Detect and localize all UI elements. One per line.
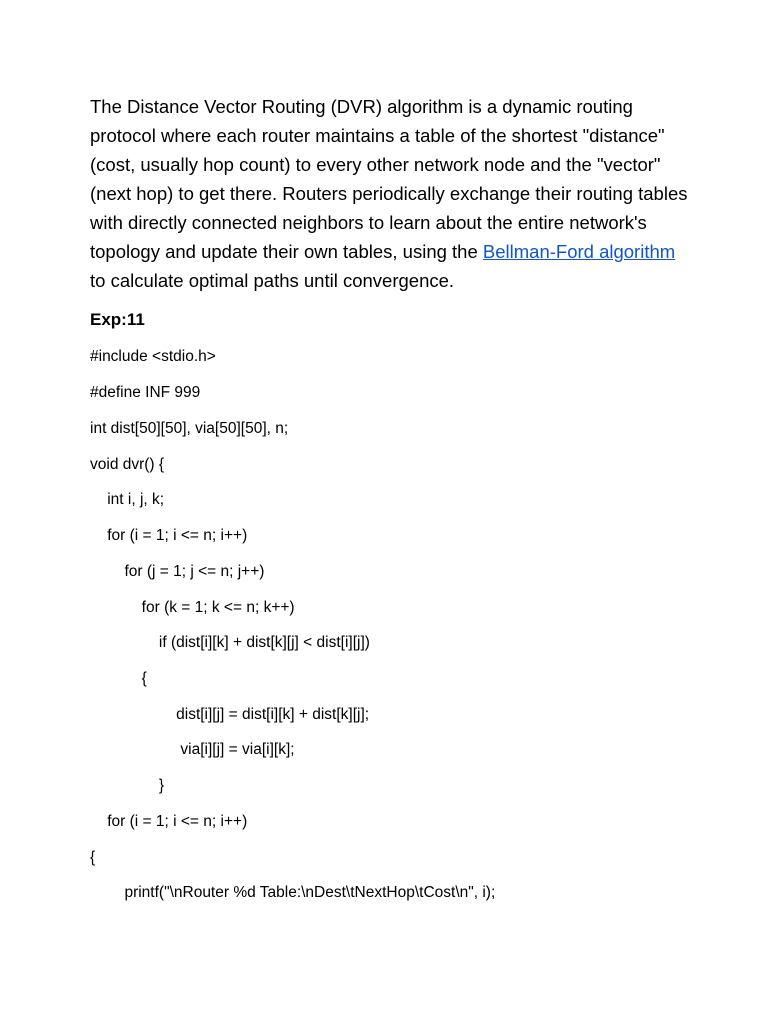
- bellman-ford-link[interactable]: Bellman-Ford algorithm: [482, 241, 676, 262]
- document-page: [90, 92, 690, 901]
- intro-text-before-link: The Distance Vector Routing (DVR) algorithm is a dynamic routing protocol where each router maintains a table of the shortest "distance" (cost, usually hop count) to every other network node and the "vector" (next hop) to get there. Routers periodically exchange their routing tables with directly connected neighbors to learn about the entire network's topology and update their own tables, using the: [90, 96, 688, 262]
- code-line: for (j = 1; j <= n; j++): [90, 563, 265, 580]
- code-line: void dvr() {: [90, 456, 165, 473]
- code-line: #define INF 999: [90, 384, 201, 401]
- code-line: int dist[50][50], via[50][50], n;: [90, 420, 289, 437]
- code-line: for (i = 1; i <= n; i++): [90, 527, 248, 544]
- code-line: dist[i][j] = dist[i][k] + dist[k][j];: [90, 706, 370, 723]
- code-line: {: [90, 849, 96, 866]
- code-line: if (dist[i][k] + dist[k][j] < dist[i][j]): [90, 634, 370, 651]
- code-line: }: [90, 777, 165, 794]
- code-line: for (k = 1; k <= n; k++): [90, 599, 295, 616]
- code-line: #include <stdio.h>: [90, 348, 216, 365]
- code-line: via[i][j] = via[i][k];: [90, 741, 295, 758]
- code-line: for (i = 1; i <= n; i++): [90, 813, 248, 830]
- code-line: printf("\nRouter %d Table:\nDest\tNextHop\tCost\n", i);: [90, 884, 496, 901]
- code-line: {: [90, 670, 147, 687]
- experiment-heading: Exp:11: [90, 310, 145, 329]
- intro-text-after-link: to calculate optimal paths until convergence.: [90, 270, 455, 291]
- intro-paragraph: [90, 92, 690, 295]
- code-line: int i, j, k;: [90, 491, 165, 508]
